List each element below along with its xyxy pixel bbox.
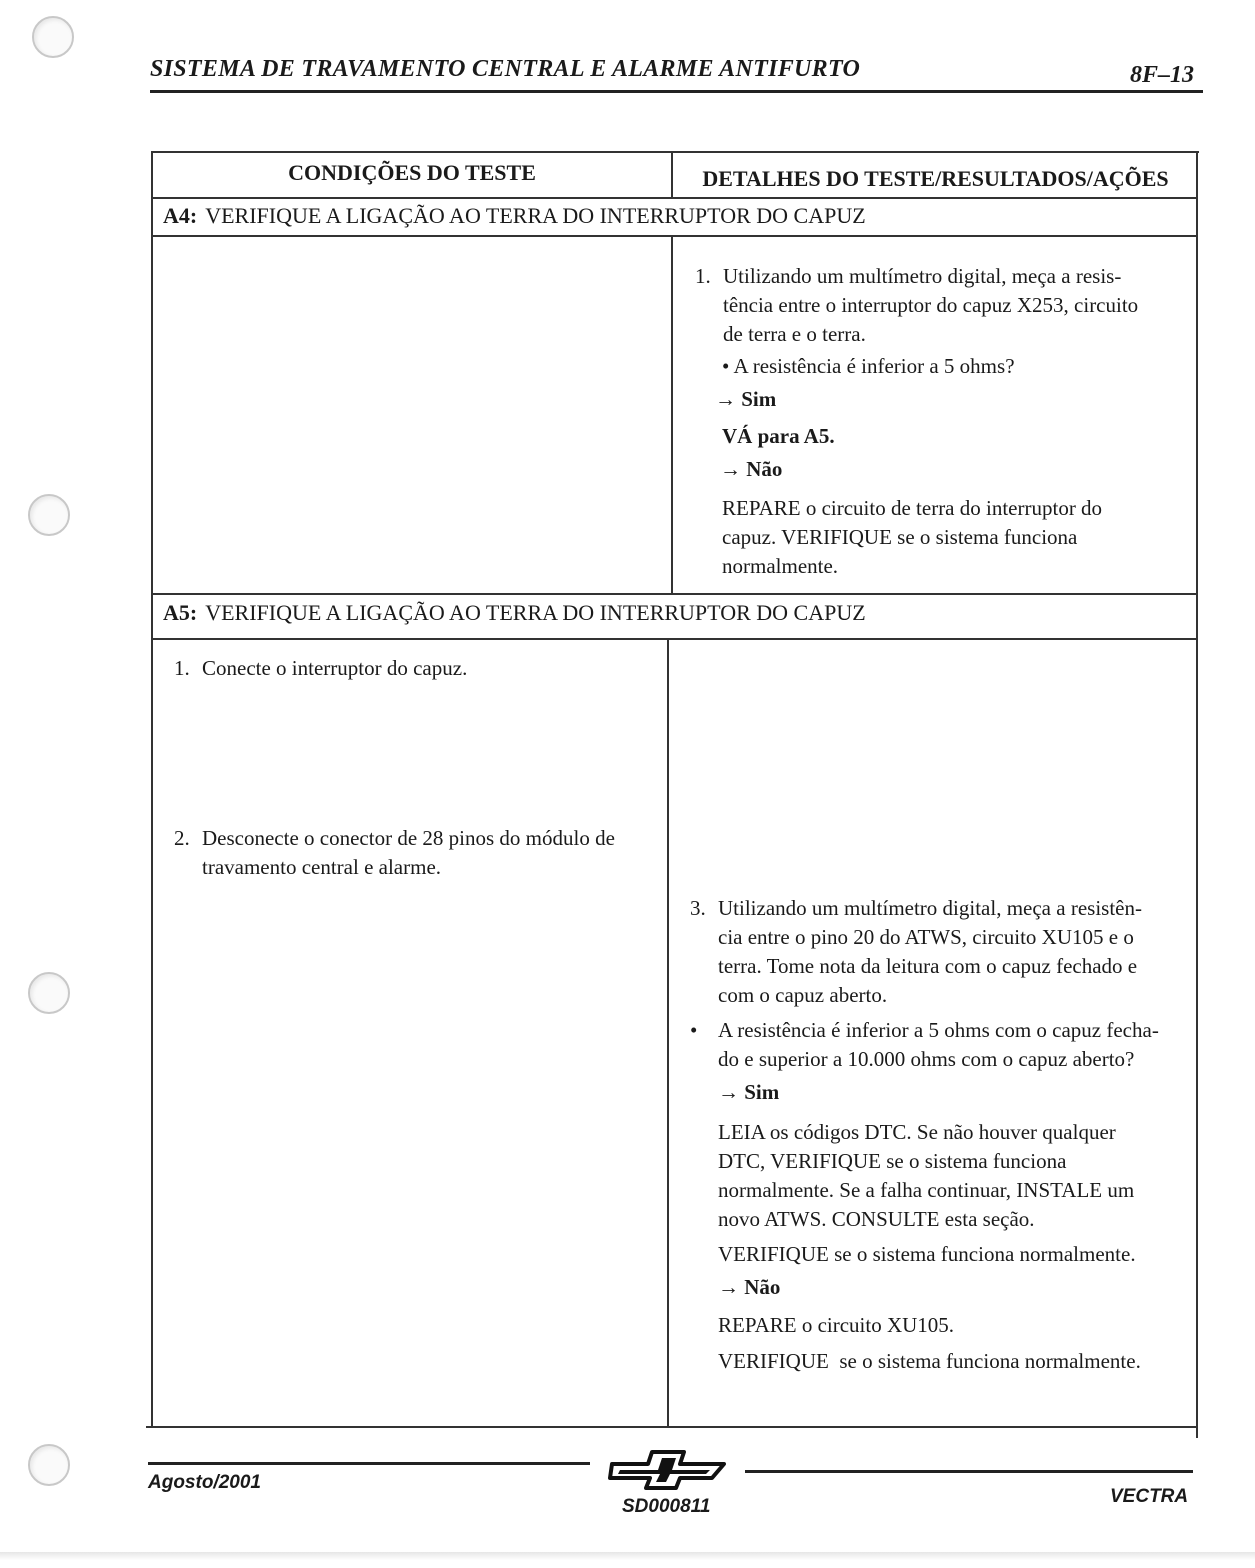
footer-rule-left: [148, 1462, 590, 1465]
a4-section-title: [163, 203, 866, 229]
a5-condition-1-number: 1.: [174, 656, 190, 680]
a5-detail-line-3: terra. Tome nota da leitura com o capuz fechado e: [718, 954, 1138, 978]
header-rule: [150, 90, 1203, 93]
a4-yes-action: VÁ para A5.: [722, 424, 835, 448]
footer-document-code: SD000811: [622, 1496, 711, 1517]
a4-detail-line-2: tência entre o interruptor do capuz X253, circuito: [723, 293, 1139, 317]
a5-condition-2: [174, 824, 654, 886]
a5-section-title: [163, 600, 866, 626]
a5-yes-label: → Sim: [718, 1080, 780, 1104]
a4-yes-label: → Sim: [715, 387, 777, 411]
a5-step-id: A5:: [163, 600, 198, 625]
binder-hole-3: [28, 972, 70, 1014]
a5-detail-number: 3.: [690, 896, 706, 920]
a5-title-text: VERIFIQUE A LIGAÇÃO AO TERRA DO INTERRUPTOR DO CAPUZ: [205, 600, 866, 625]
footer-model: VECTRA: [1110, 1486, 1189, 1507]
chevrolet-bowtie-logo: [606, 1446, 730, 1495]
a5-title-row-bottom: [151, 638, 1198, 640]
column-header-details: DETALHES DO TESTE/RESULTADOS/AÇÕES: [702, 166, 1169, 191]
a5-detail-line-4: com o capuz aberto.: [718, 983, 888, 1007]
a5-question: [690, 1016, 1190, 1078]
a5-no-label: → Não: [718, 1275, 781, 1299]
a5-question-line-1: A resistência é inferior a 5 ohms com o capuz fecha-: [718, 1018, 1159, 1042]
page-header-title: SISTEMA DE TRAVAMENTO CENTRAL E ALARME ANTIFURTO: [150, 56, 861, 82]
binder-hole-1: [32, 16, 74, 58]
a5-title-row-top: [151, 593, 1198, 595]
a4-detail-line-1: Utilizando um multímetro digital, meça a resis-: [723, 264, 1122, 288]
a4-no-action: [722, 494, 1102, 581]
a4-detail-step-1: [695, 262, 1195, 362]
a4-no-line-3: normalmente.: [722, 554, 839, 578]
a5-question-bullet: •: [690, 1018, 698, 1042]
column-divider-a4: [671, 235, 673, 594]
a5-question-line-2: do e superior a 10.000 ohms com o capuz aberto?: [718, 1047, 1135, 1071]
footer-rule-right: [745, 1470, 1193, 1473]
a4-no-line-2: capuz. VERIFIQUE se o sistema funciona: [722, 525, 1078, 549]
a5-condition-1: [174, 654, 654, 686]
header-row-border: [151, 197, 1198, 199]
column-divider-a5: [667, 638, 669, 1428]
table-top-border: [151, 151, 1199, 153]
a4-no-line-1: REPARE o circuito de terra do interruptor do: [722, 496, 1103, 520]
a5-yes-line-3: normalmente. Se a falha continuar, INSTALE um: [718, 1178, 1135, 1202]
scan-edge-shadow: [0, 1552, 1255, 1560]
table-left-border: [151, 151, 153, 1428]
a5-condition-2-line-2: travamento central e alarme.: [202, 855, 442, 879]
table-right-border: [1196, 151, 1198, 1438]
binder-hole-2: [28, 494, 70, 536]
a5-yes-action: [718, 1118, 1134, 1234]
a5-no-verify: VERIFIQUE se o sistema funciona normalmente.: [718, 1349, 1141, 1373]
a4-no-label: → Não: [720, 457, 783, 481]
a4-title-text: VERIFIQUE A LIGAÇÃO AO TERRA DO INTERRUPTOR DO CAPUZ: [205, 203, 866, 228]
a5-yes-line-2: DTC, VERIFIQUE se o sistema funciona: [718, 1149, 1067, 1173]
a5-yes-verify: VERIFIQUE se o sistema funciona normalmente.: [718, 1242, 1136, 1266]
a4-detail-line-3: de terra e o terra.: [723, 322, 866, 346]
table-bottom-border: [146, 1426, 1196, 1428]
column-divider-header: [671, 151, 673, 199]
a5-yes-line-1: LEIA os códigos DTC. Se não houver qualquer: [718, 1120, 1116, 1144]
page-number: 8F–13: [1130, 62, 1195, 88]
a5-detail-line-2: cia entre o pino 20 do ATWS, circuito XU105 e o: [718, 925, 1134, 949]
a4-step-id: A4:: [163, 203, 198, 228]
footer-date: Agosto/2001: [148, 1472, 261, 1493]
a5-detail-line-1: Utilizando um multímetro digital, meça a resistên-: [718, 896, 1142, 920]
a4-question: • A resistência é inferior a 5 ohms?: [722, 354, 1015, 378]
a5-condition-1-text: Conecte o interruptor do capuz.: [202, 656, 468, 680]
a5-yes-line-4: novo ATWS. CONSULTE esta seção.: [718, 1207, 1035, 1231]
a5-no-action: REPARE o circuito XU105.: [718, 1313, 955, 1337]
a4-title-row-border: [151, 235, 1198, 237]
binder-hole-4: [28, 1444, 70, 1486]
column-header-conditions: CONDIÇÕES DO TESTE: [288, 160, 536, 185]
a5-condition-2-line-1: Desconecte o conector de 28 pinos do módulo de: [202, 826, 615, 850]
a5-condition-2-number: 2.: [174, 826, 190, 850]
a4-detail-number: 1.: [695, 264, 711, 288]
a5-detail-step-3: [690, 894, 1190, 1014]
